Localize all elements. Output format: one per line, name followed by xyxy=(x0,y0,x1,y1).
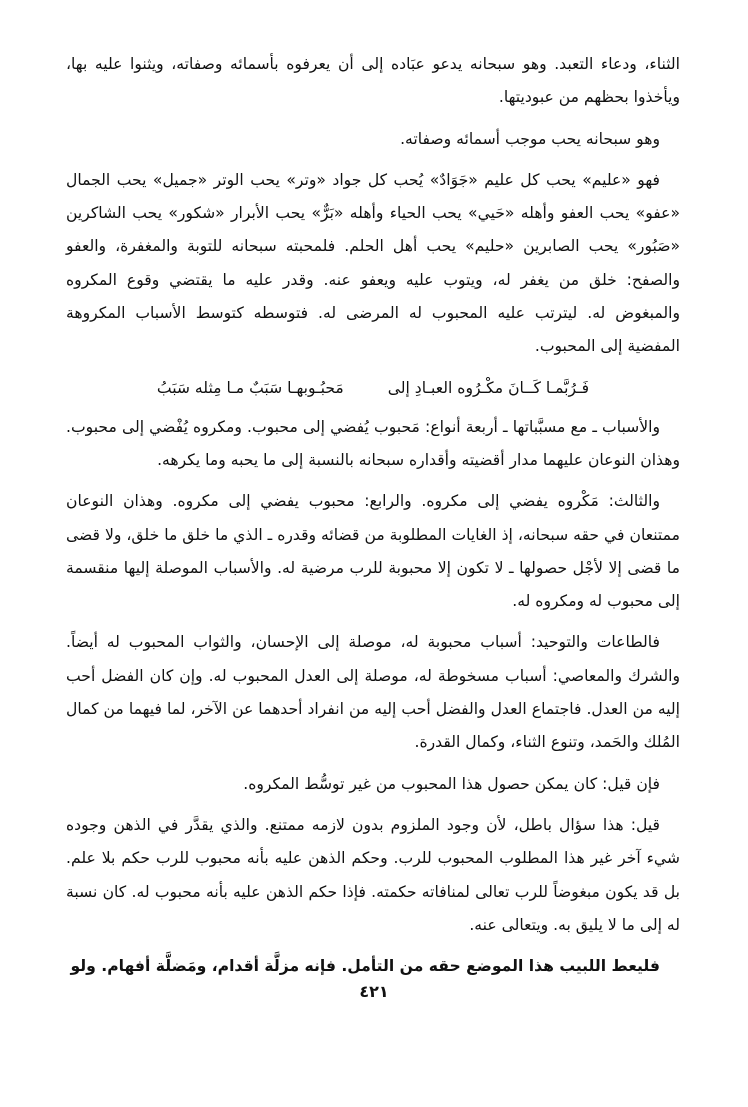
paragraph-7: فإن قيل: كان يمكن حصول هذا المحبوب من غير توسُّط المكروه. xyxy=(243,774,660,793)
page-number: ٤٢١ xyxy=(359,982,389,1001)
poetry-verse xyxy=(66,372,680,405)
paragraph-9: فليعط اللبيب هذا الموضع حقه من التأمل. فإنه مزلَّة أقدام، ومَضلَّة أفهام. ولو xyxy=(70,957,660,976)
paragraph-8: قيل: هذا سؤال باطل، لأن وجود الملزوم بدون لازمه ممتنع. والذي يقدَّر في الذهن وجوده شيء آخر غير هذا المطلوب المحبوب للرب. وحكم الذهن عليه بأنه محبوب للرب حكم بلا علم. بل قد يكون مبغوضاً للرب تعالى لمنافاته حكمته. فإذا حكم الذهن عليه بأنه محبوب له. كان نسبة له إلى ما لا يليق به. ويتعالى عنه. xyxy=(66,815,680,934)
paragraph-2: وهو سبحانه يحب موجب أسمائه وصفاته. xyxy=(400,129,660,148)
paragraph-3: فهو «عليم» يحب كل عليم «جَوَادٌ» يُحب كل جواد «وتر» يحب الوتر «جميل» يحب الجمال «عفو» يحب العفو وأهله «حَيي» يحب الحياء وأهله «بَرٌّ» يحب الأبرار «شكور» يحب الشاكرين «صَبُور» يحب الصابرين «حليم» يحب أهل الحلم. فلمحبته سبحانه للتوبة والمغفرة، والعفو والصفح: خلق من يغفر له، ويتوب عليه ويعفو عنه. وقدر عليه ما يقتضي وقوع المكروه والمبغوض له. ليترتب عليه المحبوب له المرضى له. فتوسطه كتوسط الأسباب المكروهة المفضية إلى المحبوب. xyxy=(66,170,680,356)
verse-right-hemistich: فَـرُبَّمـا كَــانَ مكْـرُوه العبـادِ إلى xyxy=(387,378,590,397)
verse-left-hemistich: مَحبُـوبهـا سَبَبٌ مـا مِثله سَبَبُ xyxy=(156,378,344,397)
book-page-text xyxy=(66,48,680,983)
paragraph-4: والأسباب ـ مع مسبَّباتها ـ أربعة أنواع: مَحبوب يُفضي إلى محبوب. ومكروه يُفْضي إلى محبوب. وهذان النوعان عليهما مدار أقضيته وأقداره سبحانه بالنسبة إلى ما يحبه وما يكرهه. xyxy=(66,417,680,469)
paragraph-5: والثالث: مَكْروه يفضي إلى مكروه. والرابع: محبوب يفضي إلى مكروه. وهذان النوعان ممتنعان في حقه سبحانه، إذ الغايات المطلوبة من قضائه وقدره ـ الذي ما خلق ما خلق، ولا قضى ما قضى إلا لأجْل حصولها ـ لا تكون إلا محبوبة للرب مرضية له. والأسباب الموصلة إليها منقسمة إلى محبوب له ومكروه له. xyxy=(66,492,680,611)
paragraph-6: فالطاعات والتوحيد: أسباب محبوبة له، موصلة إلى الإحسان، والثواب المحبوب له أيضاً. والشرك والمعاصي: أسباب مسخوطة له، موصلة إلى العدل المحبوب له. وإن كان الفضل أحب إليه من العدل. فاجتماع العدل والفضل أحب إليه من انفراد أحدهما عن الآخر، لما فيهما من كمال المُلك والحَمد، وتنوع الثناء، وكمال القدرة. xyxy=(66,633,680,752)
paragraph-1: الثناء، ودعاء التعبد. وهو سبحانه يدعو عبَاده إلى أن يعرفوه بأسمائه وصفاته، ويثنوا عليه بها، ويأخذوا بحظهم من عبوديتها. xyxy=(66,55,680,107)
